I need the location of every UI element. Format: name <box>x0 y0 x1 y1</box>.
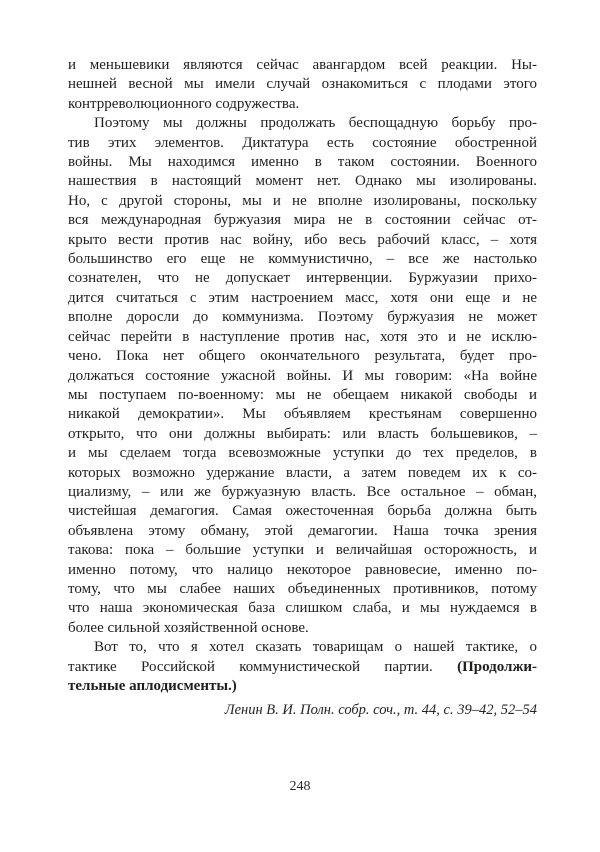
text-segment: большинство его еще не коммунистично, – все же настолько <box>68 251 537 268</box>
text-line <box>68 638 537 657</box>
text-segment: вся международная буржуазия мира не в состоянии сейчас от- <box>68 212 537 229</box>
text-line <box>68 561 537 580</box>
text-line <box>68 658 537 677</box>
text-line <box>68 502 537 521</box>
text-line <box>68 75 537 94</box>
text-segment: чено. Пока нет общего окончательного результата, будет про- <box>68 348 537 365</box>
text-segment: нешней весной мы имели случай ознакомиться с плодами этого <box>68 76 537 93</box>
text-segment: никакой демократии». Мы объявляем крестьянам совершенно <box>68 406 537 423</box>
text-line <box>68 386 537 405</box>
text-line <box>68 153 537 172</box>
text-line <box>68 289 537 308</box>
text-segment: циализму, – или же буржуазную власть. Все остальное – обман, <box>68 483 537 500</box>
text-line <box>68 114 537 133</box>
text-segment: Но, с другой стороны, мы и не вполне изолированы, поскольку <box>68 192 537 209</box>
text-line <box>68 405 537 424</box>
page-number: 248 <box>289 779 311 794</box>
text-segment: крыто вести против нас войну, ибо весь рабочий класс, – хотя <box>68 231 537 248</box>
text-segment: объявлена этому обману, этой демагогии. Наша точка зрения <box>68 522 537 539</box>
text-line <box>68 425 537 444</box>
text-line <box>68 619 537 638</box>
text-segment: и мы сделаем тогда всевозможные уступки до тех пределов, в <box>68 445 537 462</box>
text-line <box>68 134 537 153</box>
text-line <box>68 580 537 599</box>
text-line <box>68 269 537 288</box>
text-segment: тому, что мы слабее наших объединенных противников, потому <box>68 580 537 597</box>
text-segment: открыто, что они должны выбирать: или власть большевиков, – <box>68 425 537 442</box>
text-line <box>68 367 537 386</box>
text-line <box>68 599 537 618</box>
text-segment: дится считаться с этим настроением масс, хотя они еще и не <box>68 289 537 306</box>
text-segment: мы поступаем по-военному: мы не обещаем никакой свободы и <box>68 386 537 403</box>
text-segment: и меньшевики являются сейчас авангардом всей реакции. Ны- <box>68 57 537 73</box>
text-segment: именно потому, что налицо некоторое равновесие, именно по- <box>68 561 537 578</box>
body-text-block <box>68 56 537 696</box>
text-segment: Вот то, что я хотел сказать товарищам о нашей тактике, о <box>94 639 537 656</box>
text-line <box>68 677 537 696</box>
text-line <box>68 250 537 269</box>
text-segment: что наша экономическая база слишком слаба, и мы нуждаемся в <box>68 600 537 617</box>
text-line <box>68 444 537 463</box>
text-line <box>68 56 537 75</box>
text-segment: чистейшая демагогия. Самая ожесточенная борьба должна быть <box>68 503 537 520</box>
citation: Ленин В. И. Полн. собр. соч., т. 44, с. 39–42, 52–54 <box>224 702 537 718</box>
text-line <box>68 95 537 114</box>
text-line <box>68 172 537 191</box>
text-segment: вполне доросли до коммунизма. Поэтому буржуазия не может <box>68 309 537 326</box>
text-line <box>68 308 537 327</box>
text-segment: Поэтому мы должны продолжать беспощадную борьбу про- <box>94 115 537 132</box>
bold-text-segment: тельные аплодисменты.) <box>68 678 237 694</box>
text-segment: которых возможно удержание власти, а затем поведем их к со- <box>68 464 537 481</box>
text-line <box>68 522 537 541</box>
bold-text-segment: (Продолжи- <box>457 658 537 675</box>
text-line <box>68 211 537 230</box>
text-segment: нашествия в настоящий момент нет. Однако мы изолированы. <box>68 173 537 190</box>
text-segment: такова: пока – большие уступки и величайшая осторожность, и <box>68 542 537 559</box>
text-segment: войны. Мы находимся именно в таком состоянии. Военного <box>68 154 537 171</box>
text-segment: сейчас перейти в наступление против нас, хотя это и не исклю- <box>68 328 537 345</box>
text-line <box>68 541 537 560</box>
text-line <box>68 483 537 502</box>
text-line <box>68 328 537 347</box>
text-segment: тактике Российской коммунистической партии. <box>68 658 458 675</box>
text-line <box>68 231 537 250</box>
text-line <box>68 347 537 366</box>
text-segment: более сильной хозяйственной основе. <box>68 619 309 636</box>
text-segment: должаться состояние ужасной войны. И мы говорим: «На войне <box>68 367 537 384</box>
text-line <box>68 464 537 483</box>
text-segment: сознателен, что не допускает интервенции. Буржуазии прихо- <box>68 270 537 287</box>
text-line <box>68 192 537 211</box>
text-segment: контрреволюционного содружества. <box>68 95 300 112</box>
text-segment: тив этих элементов. Диктатура есть состояние обостренной <box>68 134 537 151</box>
